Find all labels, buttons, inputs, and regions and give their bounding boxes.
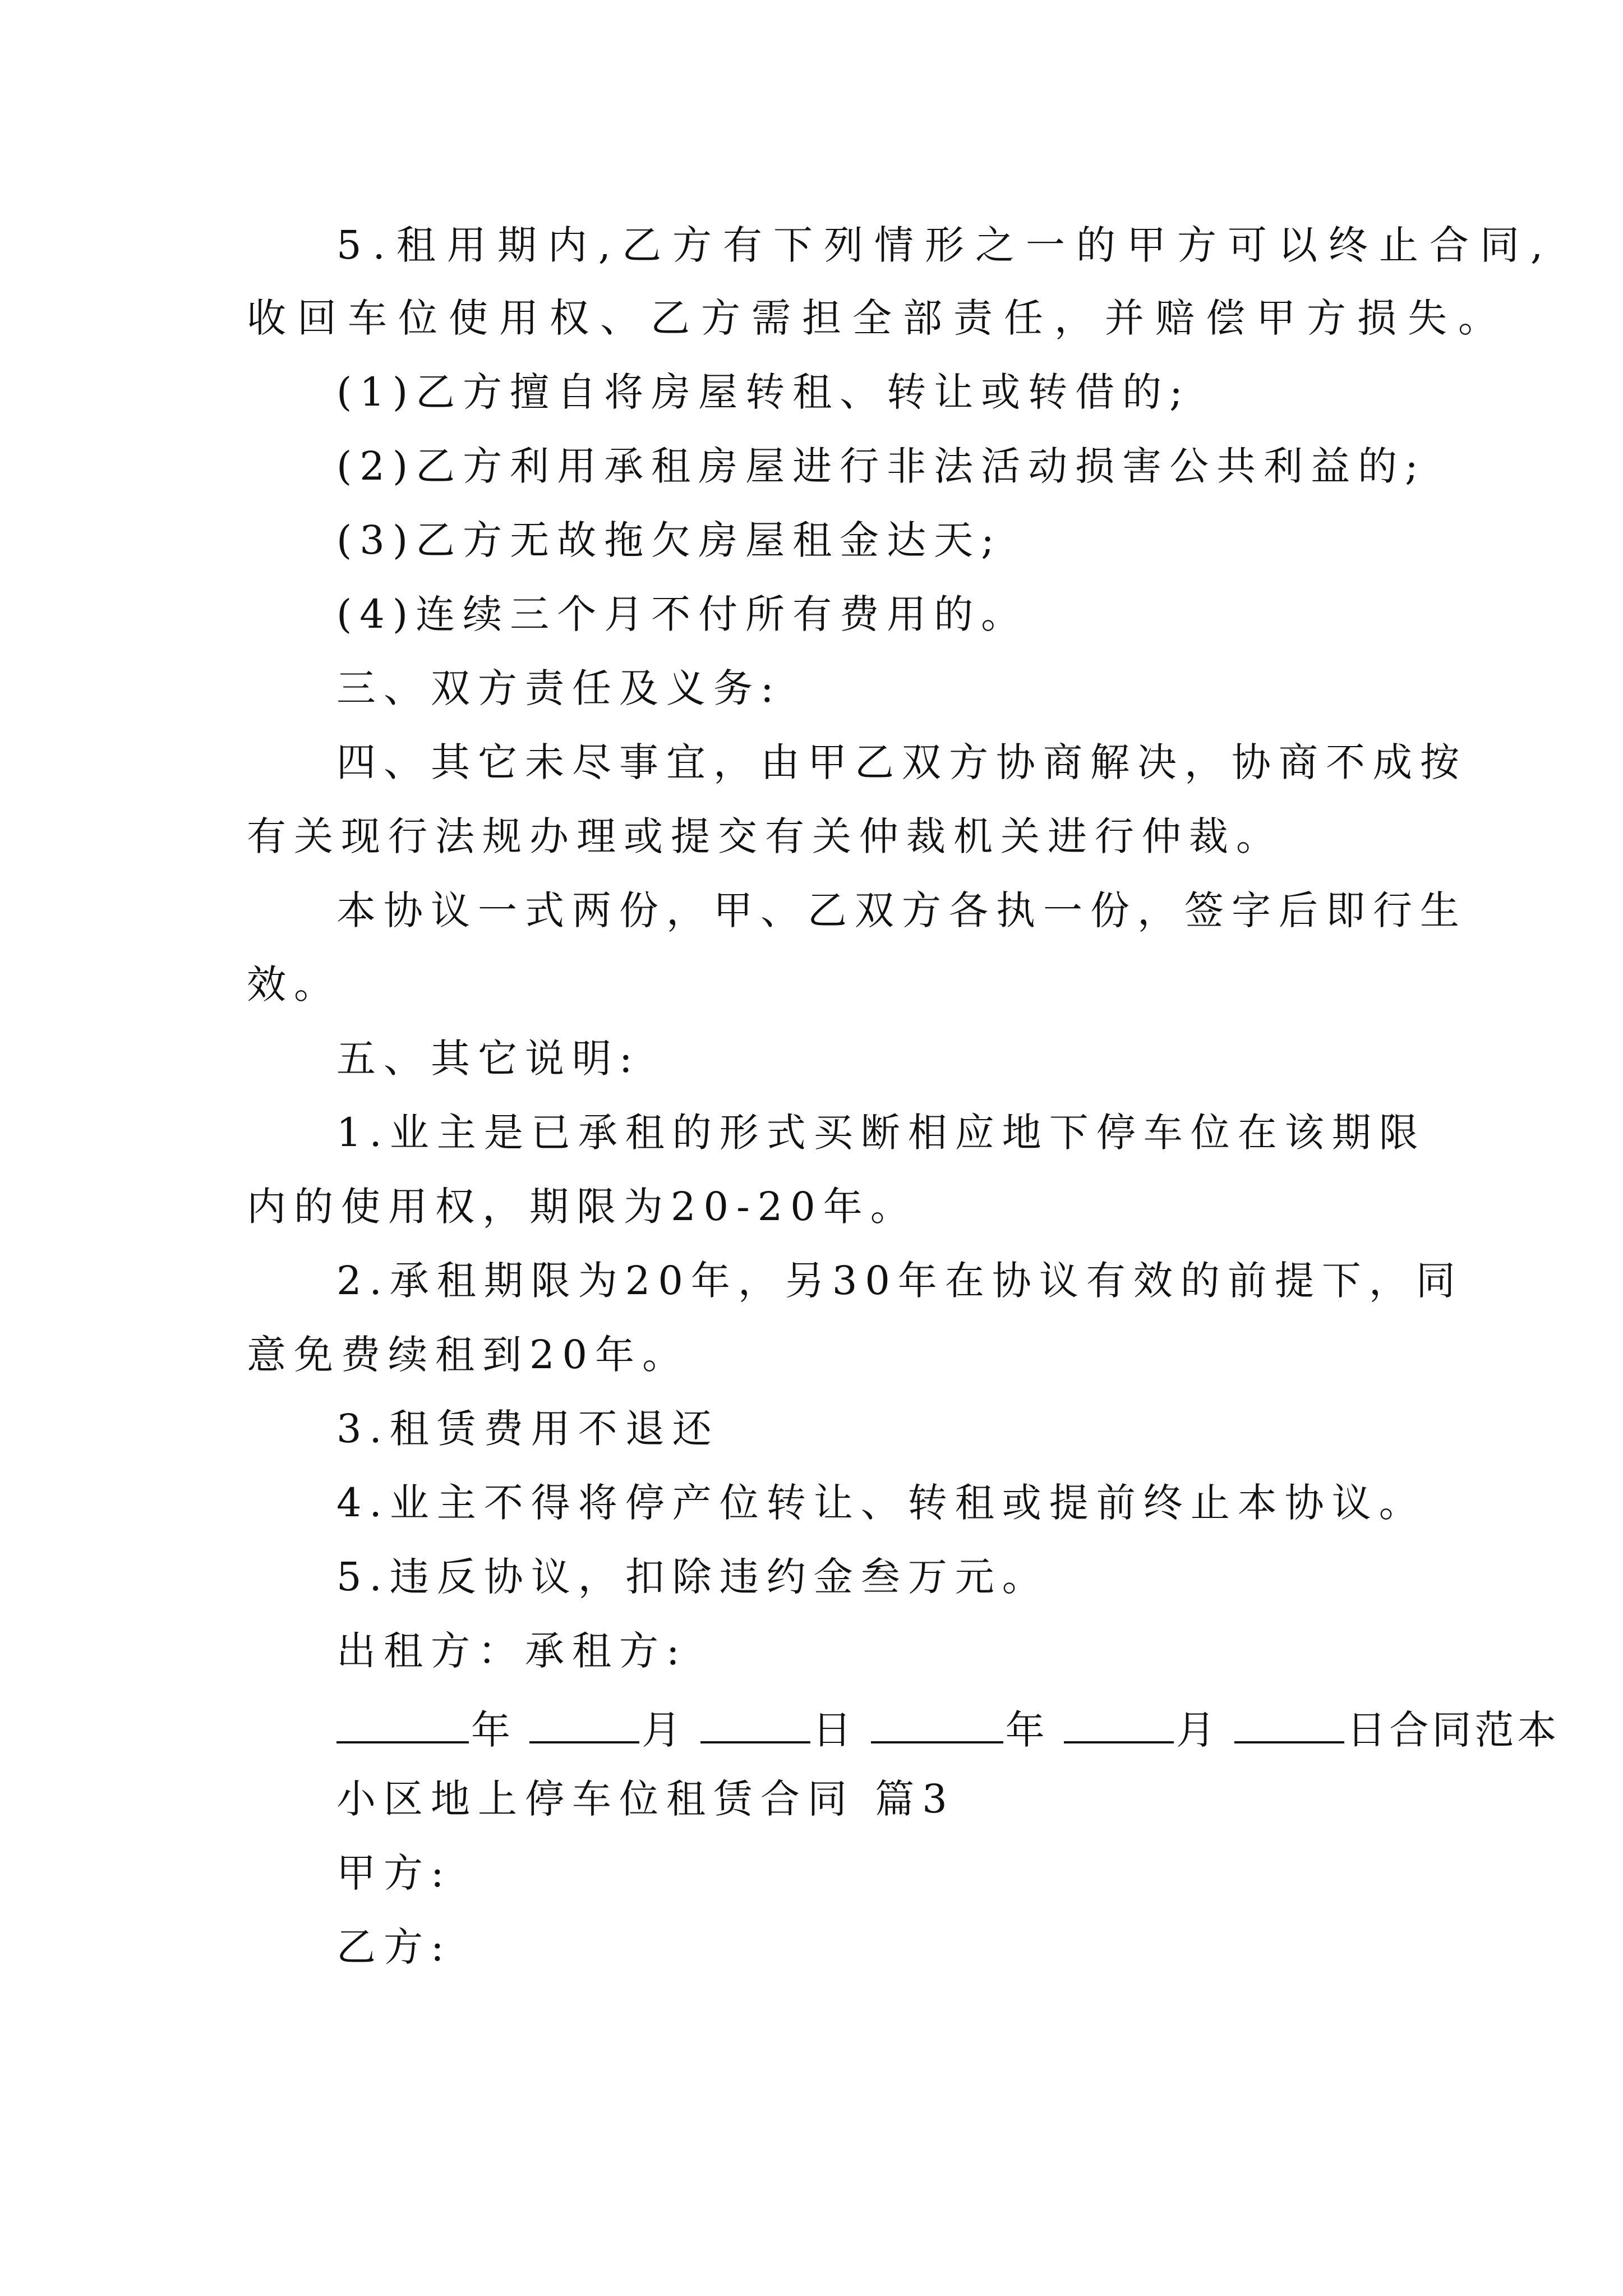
section-3-heading: 三、双方责任及义务: bbox=[336, 665, 782, 711]
month-blank-2 bbox=[1064, 1705, 1174, 1743]
party-b-label: 乙方: bbox=[336, 1924, 452, 1970]
clause-5-item-3: (3)乙方无故拖欠房屋租金达天; bbox=[336, 517, 1002, 563]
note-2-line-2: 意免费续租到20年。 bbox=[247, 1332, 690, 1378]
year-blank-1 bbox=[336, 1705, 469, 1743]
section-5-heading: 五、其它说明: bbox=[336, 1036, 640, 1082]
section-4-line-1: 四、其它未尽事宜，由甲乙双方协商解决，协商不成按 bbox=[336, 739, 1467, 785]
day-label-1: 日 bbox=[812, 1707, 855, 1753]
clause-5-item-1: (1)乙方擅自将房屋转租、转让或转借的; bbox=[336, 369, 1191, 415]
day-label-2: 日合同范本 bbox=[1347, 1707, 1560, 1753]
clause-5-item-4: (4)连续三个月不付所有费用的。 bbox=[336, 591, 1029, 637]
note-1-line-1: 1.业主是已承租的形式买断相应地下停车位在该期限 bbox=[336, 1110, 1426, 1156]
note-1-line-2: 内的使用权，期限为20-20年。 bbox=[247, 1184, 917, 1230]
section-title: 小区地上停车位租赁合同 篇3 bbox=[336, 1776, 955, 1822]
year-blank-2 bbox=[871, 1705, 1003, 1743]
clause-5-line-1: 5.租用期内,乙方有下列情形之一的甲方可以终止合同, bbox=[336, 222, 1555, 268]
year-label-1: 年 bbox=[471, 1707, 514, 1753]
month-blank-1 bbox=[529, 1705, 639, 1743]
party-a-label: 甲方: bbox=[336, 1850, 452, 1896]
day-blank-1 bbox=[700, 1705, 810, 1743]
note-3: 3.租赁费用不退还 bbox=[336, 1406, 720, 1452]
day-blank-2 bbox=[1234, 1705, 1344, 1743]
copies-line-1: 本协议一式两份，甲、乙双方各执一份，签字后即行生 bbox=[336, 887, 1467, 933]
signature-date-row bbox=[336, 1705, 1560, 1753]
clause-5-line-2: 收回车位使用权、乙方需担全部责任，并赔偿甲方损失。 bbox=[247, 295, 1509, 341]
note-4: 4.业主不得将停产位转让、转租或提前终止本协议。 bbox=[336, 1480, 1426, 1526]
year-label-2: 年 bbox=[1005, 1707, 1048, 1753]
clause-5-item-2: (2)乙方利用承租房屋进行非法活动损害公共利益的; bbox=[336, 443, 1426, 489]
month-label-2: 月 bbox=[1176, 1707, 1219, 1753]
note-5: 5.违反协议，扣除违约金叁万元。 bbox=[336, 1554, 1049, 1600]
month-label-1: 月 bbox=[642, 1707, 685, 1753]
signature-parties: 出租方：承租方: bbox=[336, 1628, 688, 1674]
note-2-line-1: 2.承租期限为20年，另30年在协议有效的前提下，同 bbox=[336, 1258, 1463, 1304]
section-4-line-2: 有关现行法规办理或提交有关仲裁机关进行仲裁。 bbox=[247, 813, 1283, 859]
copies-line-2: 效。 bbox=[247, 961, 341, 1007]
